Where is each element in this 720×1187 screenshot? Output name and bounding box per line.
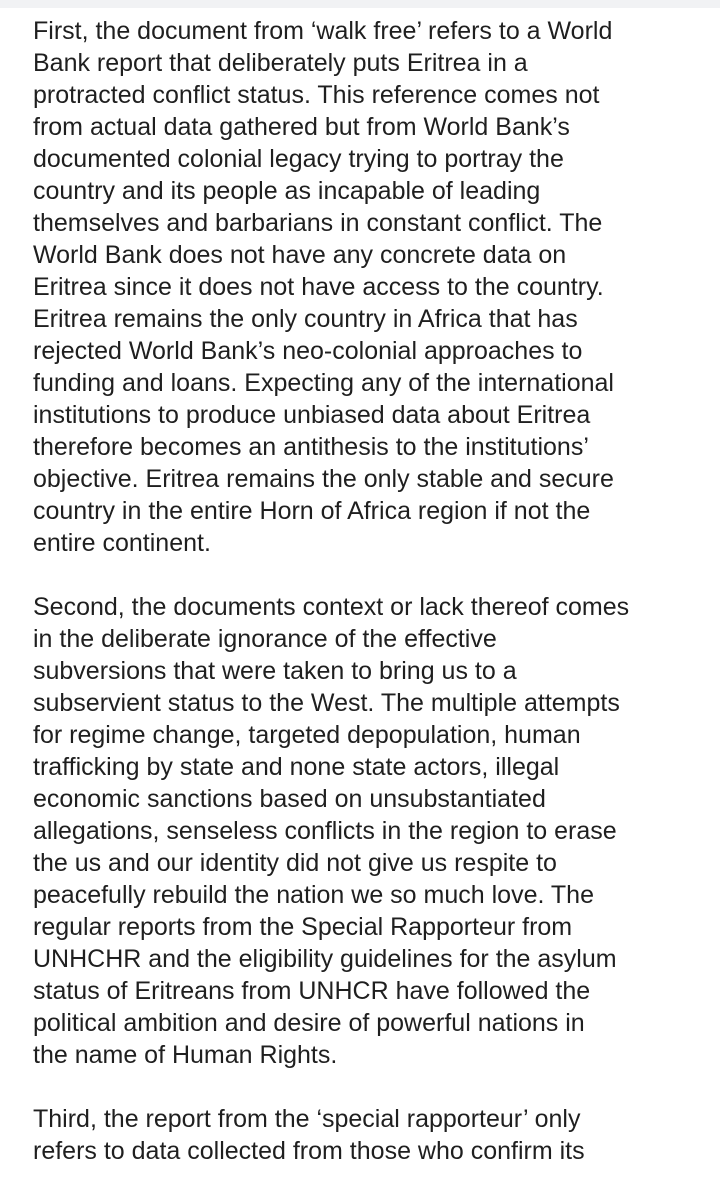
- paragraph-first: First, the document from ‘walk free’ refers to a World Bank report that deliberately puts Eritrea in a protracted conflict status. This reference comes not from actual data gathered but from World Bank’s documented colonial legacy trying to portray the country and its people as incapable of leading themselves and barbarians in constant conflict. The World Bank does not have any concrete data on Eritrea since it does not have access to the country. Eritrea remains the only country in Africa that has rejected World Bank’s neo-colonial approaches to funding and loans. Expecting any of the international institutions to produce unbiased data about Eritrea therefore becomes an antithesis to the institutions’ objective. Eritrea remains the only stable and secure country in the entire Horn of Africa region if not the entire continent.: [33, 17, 614, 557]
- paragraph-third: Third, the report from the ‘special rapporteur’ only refers to data collected from those who confirm its: [33, 1105, 585, 1165]
- paragraph-second: Second, the documents context or lack thereof comes in the deliberate ignorance of the effective subversions that were taken to bring us to a subservient status to the West. The multiple attempts for regime change, targeted depopulation, human trafficking by state and none state actors, illegal economic sanctions based on unsubstantiated allegations, senseless conflicts in the region to erase the us and our identity did not give us respite to peacefully rebuild the nation we so much love. The regular reports from the Special Rapporteur from UNHCHR and the eligibility guidelines for the asylum status of Eritreans from UNHCR have followed the political ambition and desire of powerful nations in the name of Human Rights.: [33, 593, 630, 1069]
- document-body: [33, 15, 703, 1167]
